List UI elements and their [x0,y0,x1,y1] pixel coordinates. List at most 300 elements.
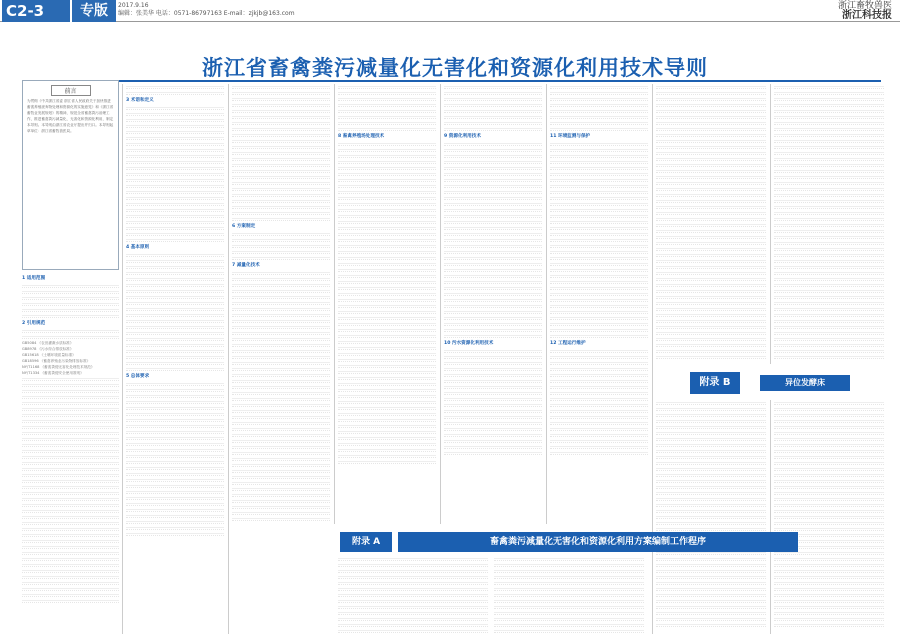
text-line [338,243,436,248]
text-line [232,192,330,197]
text-line [338,375,436,380]
text-line [232,360,330,365]
text-line [126,360,224,365]
text-line [656,216,766,221]
text-line [126,447,224,452]
text-line [656,276,766,281]
text-line [232,498,330,503]
text-line [444,243,542,248]
appendix-a-column-2 [494,556,644,634]
text-line [444,213,542,218]
text-line [126,207,224,212]
text-line [656,282,766,287]
text-line [550,102,648,107]
text-line [550,303,648,308]
text-line [444,348,542,353]
text-line [550,255,648,260]
text-line [550,171,648,176]
text-line [656,300,766,305]
text-line [126,165,224,170]
text-line [232,216,330,221]
text-line [126,381,224,386]
text-line [774,288,884,293]
text-line [22,586,119,591]
text-line [126,336,224,341]
text-line [232,249,330,254]
text-line [774,318,884,323]
text-line [232,144,330,149]
text-line [656,412,766,417]
text-line [232,402,330,407]
text-line [126,111,224,116]
text-line [656,174,766,179]
text-line [774,520,884,525]
column-8 [774,84,884,364]
text-line [338,153,436,158]
text-line [494,616,644,621]
reference-item: GB15618 《土壤环境质量标准》 [22,353,76,357]
text-line [232,198,330,203]
text-line [550,108,648,113]
text-line [126,177,224,182]
text-line [550,297,648,302]
text-line [338,369,436,374]
text-line [338,345,436,350]
appendix-a-label: 附录 A [340,532,392,552]
text-line [126,147,224,152]
text-line [338,114,436,119]
text-line [232,318,330,323]
text-line [656,574,766,579]
reference-item: GB8978 《污水综合排放标准》 [22,347,74,351]
text-line [338,315,436,320]
text-line [550,279,648,284]
text-line [232,348,330,353]
text-line [774,216,884,221]
text-line [774,90,884,95]
text-line [22,514,119,519]
text-line [22,550,119,555]
text-line [338,393,436,398]
text-line [444,438,542,443]
section-heading: 4 基本原则 [126,245,150,250]
text-line [126,435,224,440]
text-line [444,291,542,296]
text-line [774,514,884,519]
text-line [656,270,766,275]
text-line [126,276,224,281]
text-line [232,408,330,413]
appendix-b-banner [690,372,850,394]
page-number: C2-3 [2,0,72,22]
appendix-a-title: 畜禽粪污减量化无害化和资源化利用方案编制工作程序 [398,532,798,552]
text-line [22,472,119,477]
text-line [232,342,330,347]
text-line [126,171,224,176]
text-line [126,387,224,392]
text-line [774,574,884,579]
text-line [774,526,884,531]
text-line [338,90,436,95]
text-line [338,327,436,332]
text-line [338,357,436,362]
text-line [22,400,119,405]
text-line [550,378,648,383]
text-line [444,372,542,377]
text-line [550,327,648,332]
text-line [126,483,224,488]
text-line [656,114,766,119]
column-divider [770,84,771,364]
text-line [126,300,224,305]
text-line [774,168,884,173]
text-line [774,156,884,161]
text-line [338,213,436,218]
text-line [338,207,436,212]
text-line [656,318,766,323]
text-line [338,586,488,591]
text-line [232,450,330,455]
text-line [774,120,884,125]
text-line [338,321,436,326]
text-line [550,414,648,419]
text-line [774,210,884,215]
text-line [656,472,766,477]
text-line [338,339,436,344]
text-line [444,360,542,365]
text-line [774,490,884,495]
text-line [656,246,766,251]
headline-rule [26,80,881,82]
appendix-b-column-2 [774,400,884,634]
text-line [774,96,884,101]
text-line [126,213,224,218]
text-line [338,171,436,176]
text-line [774,616,884,621]
text-line [774,264,884,269]
text-line [22,448,119,453]
text-line [774,586,884,591]
text-line [22,592,119,597]
text-line [232,156,330,161]
text-line [550,153,648,158]
reference-item: NY/T1334 《畜禽粪便安全使用准则》 [22,371,84,375]
text-line [22,283,119,288]
text-line [550,231,648,236]
text-line [338,333,436,338]
text-line [126,453,224,458]
text-line [232,270,330,275]
text-line [232,174,330,179]
text-line [444,237,542,242]
text-line [444,84,542,89]
text-line [232,132,330,137]
text-line [338,126,436,131]
appendix-b-title: 异位发酵床 [760,375,850,391]
text-line [444,120,542,125]
text-line [232,237,330,242]
text-line [444,408,542,413]
text-line [656,418,766,423]
text-line [444,90,542,95]
text-line [774,460,884,465]
text-line [494,580,644,585]
text-line [126,411,224,416]
text-line [656,616,766,621]
text-line [550,354,648,359]
column-divider [122,84,123,634]
text-line [774,84,884,89]
text-line [444,141,542,146]
text-line [656,156,766,161]
text-line [338,291,436,296]
text-line [22,466,119,471]
text-line [232,456,330,461]
text-line [232,414,330,419]
text-line [656,288,766,293]
text-line [126,306,224,311]
abstract-tag: 前言 [51,85,91,96]
text-line [494,604,644,609]
text-line [550,366,648,371]
text-line [550,309,648,314]
text-line [232,108,330,113]
text-line [444,285,542,290]
text-line [126,342,224,347]
text-line [656,258,766,263]
text-line [550,237,648,242]
text-line [232,390,330,395]
text-line [126,459,224,464]
text-line [774,406,884,411]
text-line [774,306,884,311]
text-line [550,183,648,188]
text-line [126,237,224,242]
text-line [656,556,766,561]
text-line [774,324,884,329]
text-line [22,490,119,495]
text-line [126,471,224,476]
text-line [126,270,224,275]
text-line [656,312,766,317]
text-line [550,360,648,365]
text-line [550,390,648,395]
text-line [22,424,119,429]
text-line [774,240,884,245]
text-line [774,508,884,513]
text-line [22,496,119,501]
text-line [126,465,224,470]
text-line [232,186,330,191]
text-line [126,354,224,359]
text-line [774,568,884,573]
text-line [656,430,766,435]
text-line [22,532,119,537]
text-line [126,318,224,323]
abstract-box [22,80,119,270]
text-line [126,501,224,506]
text-line [444,396,542,401]
text-line [22,526,119,531]
section-heading: 5 总体要求 [126,374,150,379]
text-line [550,432,648,437]
text-line [656,466,766,471]
text-line [126,123,224,128]
section-heading: 6 方案制定 [232,224,256,229]
text-line [126,393,224,398]
text-line [774,336,884,341]
reference-item: GB18596 《畜禽养殖业污染物排放标准》 [22,359,91,363]
text-line [774,622,884,627]
text-line [444,267,542,272]
column-2 [126,84,224,634]
text-line [494,598,644,603]
text-line [550,315,648,320]
text-line [550,207,648,212]
text-line [444,108,542,113]
text-line [444,273,542,278]
text-line [338,363,436,368]
text-line [656,604,766,609]
text-line [126,489,224,494]
text-line [774,430,884,435]
section-heading: 3 术语和定义 [126,98,154,103]
masthead-meta [118,2,338,18]
text-line [22,418,119,423]
text-line [656,454,766,459]
text-line [126,159,224,164]
text-line [550,243,648,248]
text-line [338,165,436,170]
text-line [774,174,884,179]
text-line [774,478,884,483]
text-line [22,442,119,447]
text-line [656,90,766,95]
text-line [338,381,436,386]
text-line [22,376,119,381]
text-line [338,189,436,194]
text-line [126,495,224,500]
page-headline: 浙江省畜禽粪污减量化无害化和资源化利用技术导则 [202,56,708,80]
text-line [338,84,436,89]
text-line [232,210,330,215]
text-line [232,324,330,329]
text-line [22,562,119,567]
reference-item: GB5084 《农田灌溉水质标准》 [22,341,74,345]
text-line [656,186,766,191]
column-divider [440,84,441,524]
text-line [656,264,766,269]
text-line [126,252,224,257]
column-divider [546,84,547,524]
text-line [774,418,884,423]
text-line [774,294,884,299]
text-line [338,351,436,356]
text-line [232,96,330,101]
text-line [656,526,766,531]
text-line [338,201,436,206]
text-line [774,556,884,561]
text-line [22,334,119,339]
text-line [22,508,119,513]
text-line [494,610,644,615]
text-line [338,219,436,224]
text-line [232,354,330,359]
editor-line: 编辑：张美华 电话：0571-86797163 E-mail：zjkjb@163.com [118,10,295,17]
reference-item: NY/T1168 《畜禽粪便无害化处理技术规范》 [22,365,95,369]
text-line [494,562,644,567]
text-line [126,366,224,371]
text-line [774,592,884,597]
text-line [656,120,766,125]
text-line [232,462,330,467]
text-line [232,162,330,167]
text-line [550,213,648,218]
text-line [656,336,766,341]
text-line [232,474,330,479]
text-line [232,480,330,485]
text-line [126,258,224,263]
text-line [774,276,884,281]
text-line [444,354,542,359]
text-line [656,240,766,245]
text-line [22,460,119,465]
text-line [550,120,648,125]
text-line [656,252,766,257]
text-line [656,496,766,501]
text-line [656,478,766,483]
text-line [338,568,488,573]
text-line [232,120,330,125]
text-line [232,282,330,287]
text-line [656,234,766,239]
text-line [656,228,766,233]
text-line [338,261,436,266]
column-4 [338,84,436,524]
text-line [232,114,330,119]
text-line [126,519,224,524]
text-line [232,126,330,131]
text-line [656,144,766,149]
text-line [22,295,119,300]
text-line [774,300,884,305]
text-line [126,84,224,89]
text-line [232,420,330,425]
column-5 [444,84,542,524]
text-line [774,330,884,335]
text-line [774,204,884,209]
appendix-b-label: 附录 B [690,372,740,394]
text-line [656,198,766,203]
text-line [338,255,436,260]
text-line [126,90,224,95]
text-line [550,438,648,443]
text-line [444,315,542,320]
text-line [338,183,436,188]
text-line [444,225,542,230]
text-line [550,189,648,194]
text-line [774,502,884,507]
section-heading: 12 工程运行维护 [550,341,586,346]
text-line [656,138,766,143]
text-line [550,420,648,425]
text-line [656,210,766,215]
text-line [338,147,436,152]
text-line [774,342,884,347]
text-line [656,168,766,173]
text-line [338,447,436,452]
text-line [338,177,436,182]
